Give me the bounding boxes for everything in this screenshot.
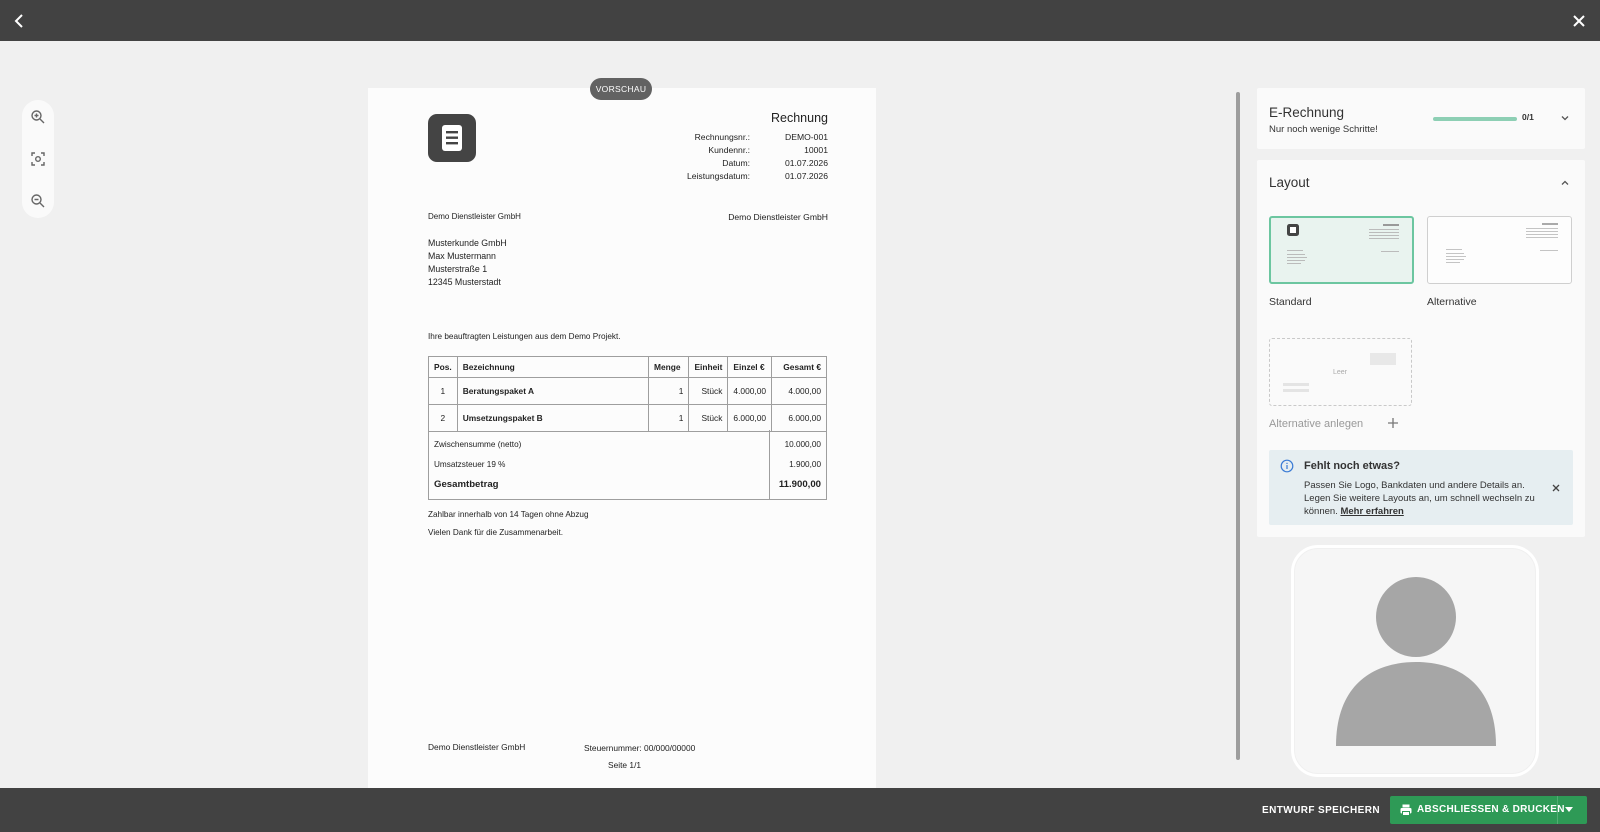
document-icon: [1271, 218, 1412, 282]
invoice-title: Rechnung: [771, 111, 828, 125]
info-text: Passen Sie Logo, Bankdaten und andere Details an. Legen Sie weitere Layouts an, um schnell wechseln zu können. Mehr erfahren: [1304, 480, 1535, 517]
table-row: 1 Beratungspaket A 1 Stück 4.000,00 4.000,00: [429, 378, 827, 405]
avatar: [1294, 548, 1536, 774]
zoom-controls: [22, 100, 54, 218]
printer-icon: [1399, 803, 1413, 817]
invoice-meta-labels: Rechnungsnr.: Kundennr.: Datum: Leistungsdatum:: [686, 132, 750, 181]
invoice-meta-values: DEMO-001 10001 01.07.2026 01.07.2026: [784, 132, 828, 181]
bottom-bar: [0, 788, 1600, 832]
thanks-text: Vielen Dank für die Zusammenarbeit.: [428, 528, 564, 537]
layout-title: Layout: [1269, 175, 1310, 190]
zoom-in-icon[interactable]: [29, 108, 47, 126]
preview-badge: VORSCHAU: [590, 78, 652, 100]
grand-total-row: Gesamtbetrag 11.900,00: [434, 479, 821, 490]
e-invoice-title: E-Rechnung: [1269, 105, 1345, 120]
table-row: 2 Umsetzungspaket B 1 Stück 6.000,00 6.000,00: [429, 405, 827, 432]
layout-standard-thumbnail[interactable]: [1269, 216, 1414, 284]
create-alternative-link[interactable]: Alternative anlegen: [1269, 418, 1364, 430]
plus-icon[interactable]: [1387, 417, 1399, 429]
avatar-icon: [1295, 549, 1537, 775]
vat-row: Umsatzsteuer 19 % 1.900,00: [434, 460, 821, 469]
footer-page-number: Seite 1/1: [608, 760, 642, 770]
info-icon: [1280, 459, 1294, 473]
layout-alternative-thumbnail[interactable]: [1427, 216, 1572, 284]
totals-box: [428, 430, 827, 500]
subtotal-row: Zwischensumme (netto) 10.000,00: [434, 440, 821, 449]
invoice-preview: [368, 88, 876, 788]
col-unit: Einheit: [689, 357, 728, 378]
recipient-address: Musterkunde GmbH Max Mustermann Musterstraße 1 12345 Musterstadt: [428, 238, 507, 287]
sender-name: Demo Dienstleister GmbH: [728, 212, 828, 222]
learn-more-link[interactable]: Mehr erfahren: [1340, 506, 1404, 517]
col-pos: Pos.: [429, 357, 458, 378]
layout-alternative-label[interactable]: Alternative: [1427, 296, 1477, 308]
intro-text: Ihre beauftragten Leistungen aus dem Demo Projekt.: [428, 332, 621, 341]
e-invoice-subtitle: Nur noch wenige Schritte!: [1269, 124, 1378, 135]
save-draft-button[interactable]: ENTWURF SPEICHERN: [1262, 805, 1380, 816]
col-quantity: Menge: [648, 357, 688, 378]
col-total: Gesamt €: [772, 357, 827, 378]
table-header-row: [429, 357, 827, 378]
document-icon: [428, 114, 476, 162]
col-unit-price: Einzel €: [728, 357, 772, 378]
layout-standard-label[interactable]: Standard: [1269, 296, 1312, 308]
info-title: Fehlt noch etwas?: [1304, 460, 1400, 472]
caret-down-icon[interactable]: [1565, 807, 1573, 812]
col-description: Bezeichnung: [457, 357, 648, 378]
sender-line: Demo Dienstleister GmbH: [428, 212, 521, 221]
empty-layout-label: Leer: [1333, 369, 1348, 376]
back-icon[interactable]: [8, 10, 30, 32]
top-bar: [0, 0, 1600, 41]
info-box: [1269, 450, 1573, 525]
close-icon[interactable]: [1568, 10, 1590, 32]
payment-terms: Zahlbar innerhalb von 14 Tagen ohne Abzug: [428, 510, 589, 519]
footer-company: Demo Dienstleister GmbH: [428, 742, 526, 752]
scrollbar[interactable]: [1236, 92, 1240, 760]
chevron-down-icon[interactable]: [1559, 112, 1571, 124]
close-icon[interactable]: [1550, 482, 1562, 494]
chevron-up-icon[interactable]: [1559, 177, 1571, 189]
fit-screen-icon[interactable]: [29, 150, 47, 168]
zoom-out-icon[interactable]: [29, 192, 47, 210]
line-items-table: [428, 356, 827, 432]
finish-and-print-button[interactable]: [1390, 796, 1587, 824]
e-invoice-progress-count: 0/1: [1522, 112, 1534, 122]
e-invoice-panel[interactable]: [1257, 88, 1585, 149]
empty-layout-slot[interactable]: [1269, 338, 1412, 406]
footer-tax-number: Steuernummer: 00/000/00000: [584, 743, 696, 753]
e-invoice-progress-bar: [1433, 117, 1517, 121]
finish-and-print-label: ABSCHLIESSEN & DRUCKEN: [1417, 804, 1565, 815]
layout-panel: [1257, 160, 1585, 537]
